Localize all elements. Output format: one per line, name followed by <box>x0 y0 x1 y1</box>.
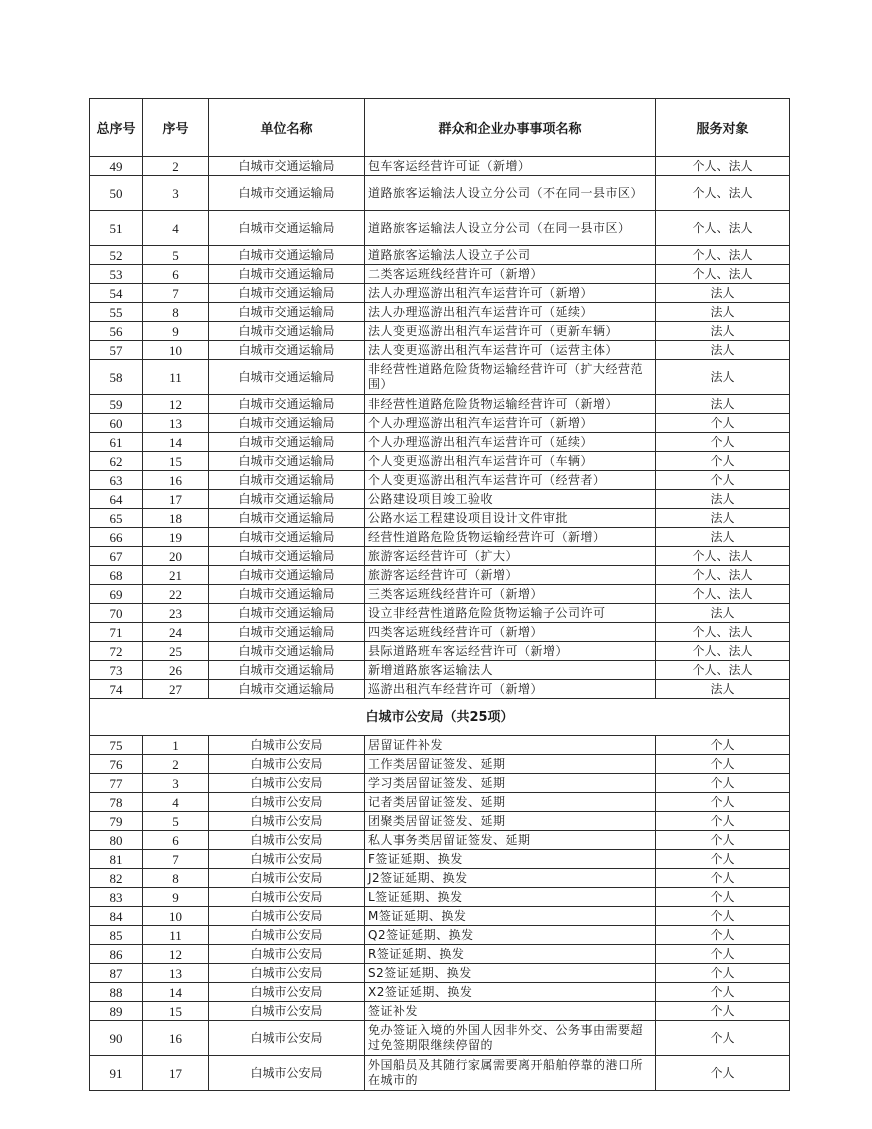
service-audience-cell: 个人 <box>656 1021 790 1056</box>
sequence-number-cell: 2 <box>143 755 209 774</box>
sequence-number-cell: 10 <box>143 907 209 926</box>
total-number-cell: 54 <box>90 284 143 303</box>
table-row <box>90 755 790 774</box>
service-audience-cell: 法人 <box>656 509 790 528</box>
item-name-cell: 非经营性道路危险货物运输经营许可（新增） <box>365 395 656 414</box>
service-audience-cell: 个人 <box>656 907 790 926</box>
service-audience-cell: 个人 <box>656 1002 790 1021</box>
sequence-number-cell: 17 <box>143 490 209 509</box>
item-name-cell: 道路旅客运输法人设立子公司 <box>365 246 656 265</box>
table-row <box>90 528 790 547</box>
service-audience-cell: 个人、法人 <box>656 246 790 265</box>
table-row <box>90 211 790 246</box>
sequence-number-cell: 13 <box>143 964 209 983</box>
table-row <box>90 850 790 869</box>
sequence-number-cell: 8 <box>143 303 209 322</box>
service-audience-cell: 个人 <box>656 471 790 490</box>
table-row <box>90 176 790 211</box>
unit-name-cell: 白城市公安局 <box>209 926 365 945</box>
sequence-number-cell: 23 <box>143 604 209 623</box>
total-number-cell: 52 <box>90 246 143 265</box>
total-number-cell: 81 <box>90 850 143 869</box>
service-audience-cell: 法人 <box>656 490 790 509</box>
table-row <box>90 414 790 433</box>
table-row <box>90 774 790 793</box>
service-audience-cell: 个人 <box>656 433 790 452</box>
unit-name-cell: 白城市交通运输局 <box>209 585 365 604</box>
table-row <box>90 509 790 528</box>
item-name-cell: 二类客运班线经营许可（新增） <box>365 265 656 284</box>
total-number-cell: 63 <box>90 471 143 490</box>
unit-name-cell: 白城市交通运输局 <box>209 211 365 246</box>
sequence-number-cell: 7 <box>143 850 209 869</box>
sequence-number-cell: 9 <box>143 322 209 341</box>
unit-name-cell: 白城市交通运输局 <box>209 490 365 509</box>
item-name-cell: 私人事务类居留证签发、延期 <box>365 831 656 850</box>
sequence-number-cell: 25 <box>143 642 209 661</box>
sequence-number-cell: 12 <box>143 945 209 964</box>
total-number-cell: 78 <box>90 793 143 812</box>
unit-name-cell: 白城市交通运输局 <box>209 176 365 211</box>
unit-name-cell: 白城市交通运输局 <box>209 322 365 341</box>
table-row <box>90 490 790 509</box>
total-number-cell: 77 <box>90 774 143 793</box>
total-number-cell: 72 <box>90 642 143 661</box>
unit-name-cell: 白城市交通运输局 <box>209 642 365 661</box>
item-name-cell: 免办签证入境的外国人因非外交、公务事由需要超过免签期限继续停留的 <box>365 1021 656 1056</box>
sequence-number-cell: 22 <box>143 585 209 604</box>
sequence-number-cell: 21 <box>143 566 209 585</box>
service-audience-cell: 法人 <box>656 680 790 699</box>
item-name-cell: 团聚类居留证签发、延期 <box>365 812 656 831</box>
table-row <box>90 360 790 395</box>
service-audience-cell: 个人、法人 <box>656 176 790 211</box>
service-audience-cell: 法人 <box>656 341 790 360</box>
unit-name-cell: 白城市公安局 <box>209 964 365 983</box>
total-number-cell: 62 <box>90 452 143 471</box>
table-row <box>90 642 790 661</box>
service-audience-cell: 个人、法人 <box>656 623 790 642</box>
section-title: 白城市公安局（共25项） <box>90 699 790 736</box>
unit-name-cell: 白城市公安局 <box>209 1021 365 1056</box>
table-row <box>90 585 790 604</box>
unit-name-cell: 白城市交通运输局 <box>209 604 365 623</box>
unit-name-cell: 白城市交通运输局 <box>209 433 365 452</box>
sequence-number-cell: 8 <box>143 869 209 888</box>
unit-name-cell: 白城市交通运输局 <box>209 157 365 176</box>
item-name-cell: 巡游出租汽车经营许可（新增） <box>365 680 656 699</box>
item-name-cell: 三类客运班线经营许可（新增） <box>365 585 656 604</box>
item-name-cell: 道路旅客运输法人设立分公司（不在同一县市区） <box>365 176 656 211</box>
table-row <box>90 831 790 850</box>
item-name-cell: 记者类居留证签发、延期 <box>365 793 656 812</box>
unit-name-cell: 白城市交通运输局 <box>209 623 365 642</box>
unit-name-cell: 白城市公安局 <box>209 774 365 793</box>
item-name-cell: 法人变更巡游出租汽车运营许可（运营主体） <box>365 341 656 360</box>
service-audience-cell: 个人、法人 <box>656 661 790 680</box>
table-row <box>90 341 790 360</box>
total-number-cell: 91 <box>90 1056 143 1091</box>
total-number-cell: 58 <box>90 360 143 395</box>
section-header-row <box>90 699 790 736</box>
service-items-table <box>89 98 790 1091</box>
sequence-number-cell: 1 <box>143 736 209 755</box>
header-unit-name: 单位名称 <box>209 99 365 157</box>
service-audience-cell: 个人 <box>656 452 790 471</box>
unit-name-cell: 白城市公安局 <box>209 869 365 888</box>
total-number-cell: 50 <box>90 176 143 211</box>
service-audience-cell: 个人、法人 <box>656 566 790 585</box>
total-number-cell: 87 <box>90 964 143 983</box>
unit-name-cell: 白城市交通运输局 <box>209 509 365 528</box>
service-audience-cell: 个人 <box>656 926 790 945</box>
sequence-number-cell: 14 <box>143 433 209 452</box>
item-name-cell: 包车客运经营许可证（新增） <box>365 157 656 176</box>
unit-name-cell: 白城市交通运输局 <box>209 360 365 395</box>
table-row <box>90 303 790 322</box>
total-number-cell: 60 <box>90 414 143 433</box>
service-audience-cell: 法人 <box>656 360 790 395</box>
item-name-cell: 居留证件补发 <box>365 736 656 755</box>
table-row <box>90 1021 790 1056</box>
table-row <box>90 736 790 755</box>
unit-name-cell: 白城市公安局 <box>209 983 365 1002</box>
sequence-number-cell: 3 <box>143 774 209 793</box>
unit-name-cell: 白城市交通运输局 <box>209 528 365 547</box>
unit-name-cell: 白城市交通运输局 <box>209 414 365 433</box>
total-number-cell: 67 <box>90 547 143 566</box>
total-number-cell: 55 <box>90 303 143 322</box>
sequence-number-cell: 6 <box>143 265 209 284</box>
sequence-number-cell: 4 <box>143 211 209 246</box>
total-number-cell: 64 <box>90 490 143 509</box>
item-name-cell: 县际道路班车客运经营许可（新增） <box>365 642 656 661</box>
unit-name-cell: 白城市公安局 <box>209 888 365 907</box>
sequence-number-cell: 26 <box>143 661 209 680</box>
unit-name-cell: 白城市公安局 <box>209 1002 365 1021</box>
service-audience-cell: 法人 <box>656 528 790 547</box>
item-name-cell: 工作类居留证签发、延期 <box>365 755 656 774</box>
unit-name-cell: 白城市交通运输局 <box>209 265 365 284</box>
sequence-number-cell: 17 <box>143 1056 209 1091</box>
sequence-number-cell: 2 <box>143 157 209 176</box>
unit-name-cell: 白城市公安局 <box>209 850 365 869</box>
service-audience-cell: 法人 <box>656 604 790 623</box>
sequence-number-cell: 14 <box>143 983 209 1002</box>
total-number-cell: 84 <box>90 907 143 926</box>
service-audience-cell: 个人、法人 <box>656 642 790 661</box>
item-name-cell: 个人办理巡游出租汽车运营许可（新增） <box>365 414 656 433</box>
total-number-cell: 88 <box>90 983 143 1002</box>
total-number-cell: 74 <box>90 680 143 699</box>
table-row <box>90 623 790 642</box>
total-number-cell: 82 <box>90 869 143 888</box>
table-row <box>90 322 790 341</box>
service-audience-cell: 个人 <box>656 964 790 983</box>
sequence-number-cell: 6 <box>143 831 209 850</box>
header-service-audience: 服务对象 <box>656 99 790 157</box>
sequence-number-cell: 15 <box>143 452 209 471</box>
sequence-number-cell: 19 <box>143 528 209 547</box>
total-number-cell: 90 <box>90 1021 143 1056</box>
total-number-cell: 69 <box>90 585 143 604</box>
unit-name-cell: 白城市交通运输局 <box>209 680 365 699</box>
table-row <box>90 888 790 907</box>
service-audience-cell: 个人 <box>656 774 790 793</box>
total-number-cell: 65 <box>90 509 143 528</box>
sequence-number-cell: 16 <box>143 1021 209 1056</box>
service-audience-cell: 个人、法人 <box>656 157 790 176</box>
total-number-cell: 70 <box>90 604 143 623</box>
unit-name-cell: 白城市交通运输局 <box>209 303 365 322</box>
total-number-cell: 71 <box>90 623 143 642</box>
sequence-number-cell: 10 <box>143 341 209 360</box>
sequence-number-cell: 24 <box>143 623 209 642</box>
total-number-cell: 49 <box>90 157 143 176</box>
item-name-cell: 经营性道路危险货物运输经营许可（新增） <box>365 528 656 547</box>
item-name-cell: 个人变更巡游出租汽车运营许可（经营者） <box>365 471 656 490</box>
table-row <box>90 869 790 888</box>
unit-name-cell: 白城市交通运输局 <box>209 284 365 303</box>
item-name-cell: 公路水运工程建设项目设计文件审批 <box>365 509 656 528</box>
unit-name-cell: 白城市公安局 <box>209 1056 365 1091</box>
item-name-cell: 法人办理巡游出租汽车运营许可（延续） <box>365 303 656 322</box>
item-name-cell: 法人变更巡游出租汽车运营许可（更新车辆） <box>365 322 656 341</box>
sequence-number-cell: 12 <box>143 395 209 414</box>
item-name-cell: 个人办理巡游出租汽车运营许可（延续） <box>365 433 656 452</box>
header-total-number: 总序号 <box>90 99 143 157</box>
item-name-cell: 旅游客运经营许可（扩大） <box>365 547 656 566</box>
service-audience-cell: 个人 <box>656 945 790 964</box>
sequence-number-cell: 4 <box>143 793 209 812</box>
total-number-cell: 56 <box>90 322 143 341</box>
item-name-cell: 道路旅客运输法人设立分公司（在同一县市区） <box>365 211 656 246</box>
header-item-name: 群众和企业办事事项名称 <box>365 99 656 157</box>
item-name-cell: 学习类居留证签发、延期 <box>365 774 656 793</box>
total-number-cell: 79 <box>90 812 143 831</box>
table-row <box>90 680 790 699</box>
sequence-number-cell: 11 <box>143 360 209 395</box>
item-name-cell: J2签证延期、换发 <box>365 869 656 888</box>
item-name-cell: 个人变更巡游出租汽车运营许可（车辆） <box>365 452 656 471</box>
service-audience-cell: 个人 <box>656 812 790 831</box>
unit-name-cell: 白城市公安局 <box>209 945 365 964</box>
service-audience-cell: 个人、法人 <box>656 211 790 246</box>
sequence-number-cell: 3 <box>143 176 209 211</box>
service-audience-cell: 个人 <box>656 888 790 907</box>
unit-name-cell: 白城市公安局 <box>209 907 365 926</box>
table-row <box>90 246 790 265</box>
item-name-cell: 法人办理巡游出租汽车运营许可（新增） <box>365 284 656 303</box>
service-audience-cell: 个人 <box>656 850 790 869</box>
service-audience-cell: 个人、法人 <box>656 265 790 284</box>
total-number-cell: 68 <box>90 566 143 585</box>
total-number-cell: 57 <box>90 341 143 360</box>
table-row <box>90 433 790 452</box>
table-row <box>90 604 790 623</box>
unit-name-cell: 白城市交通运输局 <box>209 452 365 471</box>
service-audience-cell: 个人 <box>656 793 790 812</box>
unit-name-cell: 白城市交通运输局 <box>209 471 365 490</box>
unit-name-cell: 白城市交通运输局 <box>209 661 365 680</box>
table-row <box>90 471 790 490</box>
service-audience-cell: 个人、法人 <box>656 547 790 566</box>
table-row <box>90 812 790 831</box>
service-audience-cell: 法人 <box>656 303 790 322</box>
sequence-number-cell: 27 <box>143 680 209 699</box>
sequence-number-cell: 20 <box>143 547 209 566</box>
unit-name-cell: 白城市交通运输局 <box>209 246 365 265</box>
unit-name-cell: 白城市公安局 <box>209 736 365 755</box>
unit-name-cell: 白城市公安局 <box>209 831 365 850</box>
sequence-number-cell: 15 <box>143 1002 209 1021</box>
service-audience-cell: 个人 <box>656 869 790 888</box>
total-number-cell: 59 <box>90 395 143 414</box>
item-name-cell: 旅游客运经营许可（新增） <box>365 566 656 585</box>
service-audience-cell: 个人 <box>656 831 790 850</box>
table-row <box>90 452 790 471</box>
item-name-cell: 设立非经营性道路危险货物运输子公司许可 <box>365 604 656 623</box>
table-row <box>90 907 790 926</box>
unit-name-cell: 白城市公安局 <box>209 755 365 774</box>
sequence-number-cell: 13 <box>143 414 209 433</box>
table-header <box>90 99 790 157</box>
service-audience-cell: 个人、法人 <box>656 585 790 604</box>
unit-name-cell: 白城市交通运输局 <box>209 341 365 360</box>
item-name-cell: S2签证延期、换发 <box>365 964 656 983</box>
table-row <box>90 661 790 680</box>
item-name-cell: 公路建设项目竣工验收 <box>365 490 656 509</box>
unit-name-cell: 白城市交通运输局 <box>209 395 365 414</box>
item-name-cell: Q2签证延期、换发 <box>365 926 656 945</box>
service-audience-cell: 个人 <box>656 755 790 774</box>
total-number-cell: 75 <box>90 736 143 755</box>
table-row <box>90 945 790 964</box>
header-row <box>90 99 790 157</box>
item-name-cell: 外国船员及其随行家属需要离开船舶停靠的港口所在城市的 <box>365 1056 656 1091</box>
unit-name-cell: 白城市公安局 <box>209 793 365 812</box>
table-row <box>90 395 790 414</box>
table-row <box>90 793 790 812</box>
table-row <box>90 983 790 1002</box>
table-row <box>90 964 790 983</box>
sequence-number-cell: 11 <box>143 926 209 945</box>
table-row <box>90 566 790 585</box>
total-number-cell: 73 <box>90 661 143 680</box>
service-audience-cell: 法人 <box>656 395 790 414</box>
table-row <box>90 265 790 284</box>
item-name-cell: L签证延期、换发 <box>365 888 656 907</box>
unit-name-cell: 白城市交通运输局 <box>209 566 365 585</box>
total-number-cell: 86 <box>90 945 143 964</box>
total-number-cell: 53 <box>90 265 143 284</box>
total-number-cell: 83 <box>90 888 143 907</box>
service-audience-cell: 法人 <box>656 322 790 341</box>
table-row <box>90 926 790 945</box>
header-sequence-number: 序号 <box>143 99 209 157</box>
total-number-cell: 51 <box>90 211 143 246</box>
total-number-cell: 61 <box>90 433 143 452</box>
item-name-cell: 四类客运班线经营许可（新增） <box>365 623 656 642</box>
table-body <box>90 157 790 1091</box>
unit-name-cell: 白城市公安局 <box>209 812 365 831</box>
item-name-cell: F签证延期、换发 <box>365 850 656 869</box>
sequence-number-cell: 18 <box>143 509 209 528</box>
total-number-cell: 85 <box>90 926 143 945</box>
item-name-cell: 签证补发 <box>365 1002 656 1021</box>
sequence-number-cell: 7 <box>143 284 209 303</box>
table-row <box>90 157 790 176</box>
total-number-cell: 89 <box>90 1002 143 1021</box>
total-number-cell: 66 <box>90 528 143 547</box>
item-name-cell: X2签证延期、换发 <box>365 983 656 1002</box>
unit-name-cell: 白城市交通运输局 <box>209 547 365 566</box>
item-name-cell: 非经营性道路危险货物运输经营许可（扩大经营范围） <box>365 360 656 395</box>
item-name-cell: 新增道路旅客运输法人 <box>365 661 656 680</box>
service-audience-cell: 个人 <box>656 736 790 755</box>
service-audience-cell: 个人 <box>656 983 790 1002</box>
item-name-cell: R签证延期、换发 <box>365 945 656 964</box>
service-audience-cell: 个人 <box>656 414 790 433</box>
service-audience-cell: 法人 <box>656 284 790 303</box>
table-row <box>90 284 790 303</box>
total-number-cell: 80 <box>90 831 143 850</box>
sequence-number-cell: 5 <box>143 812 209 831</box>
table-row <box>90 1002 790 1021</box>
sequence-number-cell: 9 <box>143 888 209 907</box>
total-number-cell: 76 <box>90 755 143 774</box>
sequence-number-cell: 5 <box>143 246 209 265</box>
table-row <box>90 1056 790 1091</box>
item-name-cell: M签证延期、换发 <box>365 907 656 926</box>
service-audience-cell: 个人 <box>656 1056 790 1091</box>
table-row <box>90 547 790 566</box>
sequence-number-cell: 16 <box>143 471 209 490</box>
